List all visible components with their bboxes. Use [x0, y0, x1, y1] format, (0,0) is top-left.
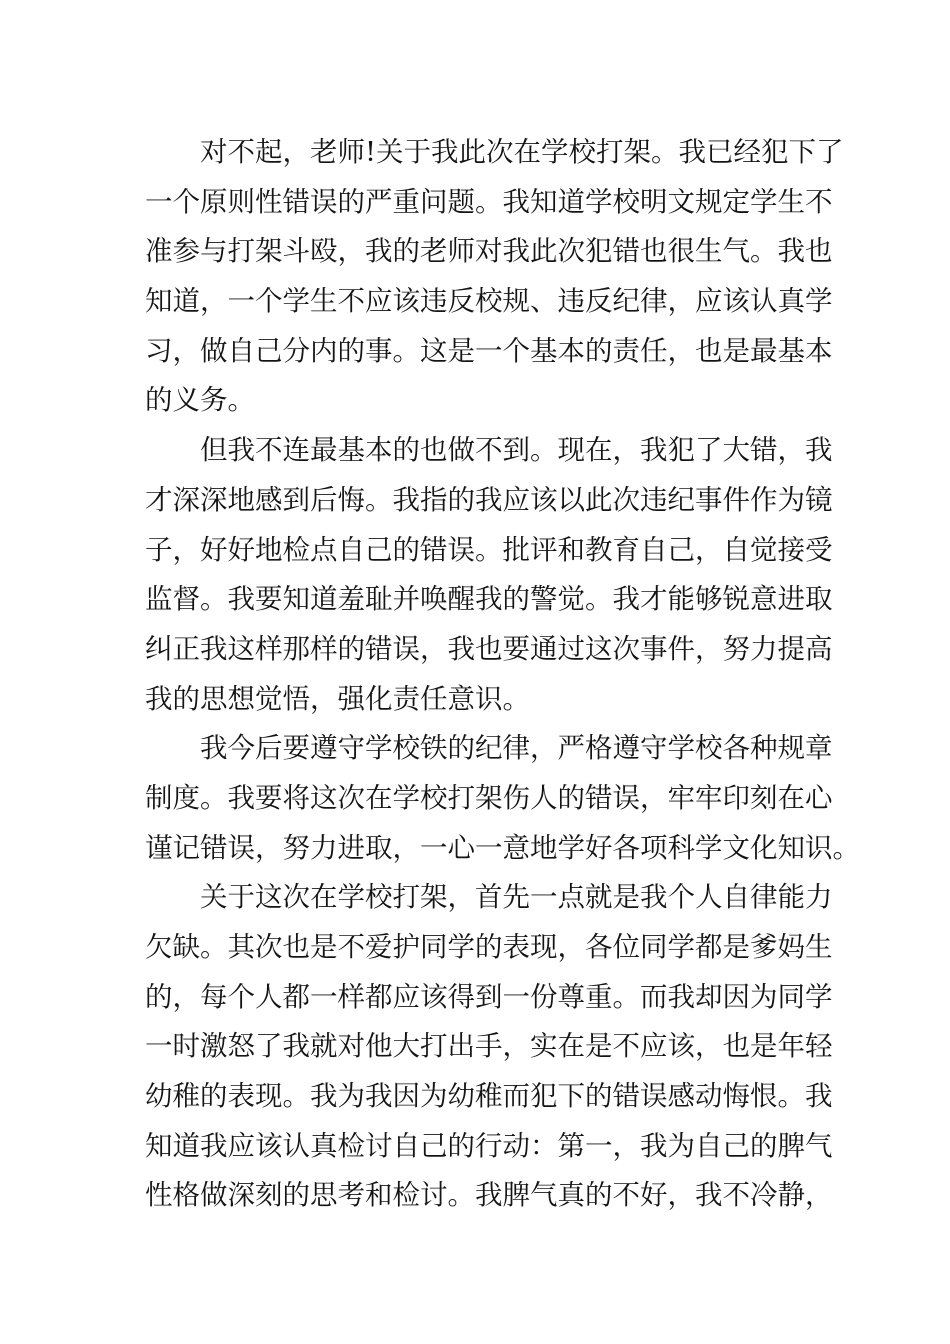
text-line: 欠缺。其次也是不爱护同学的表现，各位同学都是爹妈生	[145, 931, 833, 963]
paragraph-2	[145, 426, 833, 724]
text-line: 我的思想觉悟，强化责任意识。	[145, 682, 530, 715]
text-line: 知道，一个学生不应该违反校规、违反纪律，应该认真学	[145, 285, 833, 318]
text-line: 对不起，老师!关于我此次在学校打架。我已经犯下了	[200, 136, 844, 168]
paragraph-1	[145, 128, 844, 426]
text-line: 准参与打架斗殴，我的老师对我此次犯错也很生气。我也	[145, 235, 833, 268]
text-line: 监督。我要知道羞耻并唤醒我的警觉。我才能够锐意进取	[145, 583, 833, 616]
text-line: 性格做深刻的思考和检讨。我脾气真的不好，我不冷静，	[145, 1179, 833, 1212]
document-body	[145, 128, 860, 1221]
text-line: 一时激怒了我就对他大打出手，实在是不应该，也是年轻	[145, 1030, 833, 1063]
text-line: 的，每个人都一样都应该得到一份尊重。而我却因为同学	[145, 980, 833, 1013]
paragraph-4	[145, 873, 833, 1221]
text-line: 才深深地感到后悔。我指的我应该以此次违纪事件作为镜	[145, 483, 833, 516]
text-line: 制度。我要将这次在学校打架伤人的错误，牢牢印刻在心	[145, 781, 833, 814]
text-line: 幼稚的表现。我为我因为幼稚而犯下的错误感动悔恨。我	[145, 1080, 833, 1113]
text-line: 但我不连最基本的也做不到。现在，我犯了大错，我	[200, 434, 833, 467]
text-line: 我今后要遵守学校铁的纪律，严格遵守学校各种规章	[200, 732, 833, 765]
text-line: 的义务。	[145, 384, 255, 417]
text-line: 子，好好地检点自己的错误。批评和教育自己，自觉接受	[145, 533, 833, 566]
text-line: 习，做自己分内的事。这是一个基本的责任，也是最基本	[145, 334, 833, 367]
text-line: 谨记错误，努力进取，一心一意地学好各项科学文化知识。	[145, 831, 860, 864]
text-line: 知道我应该认真检讨自己的行动：第一，我为自己的脾气	[145, 1129, 833, 1162]
text-line: 一个原则性错误的严重问题。我知道学校明文规定学生不	[145, 185, 833, 218]
text-line: 纠正我这样那样的错误，我也要通过这次事件，努力提高	[145, 632, 833, 665]
text-line: 关于这次在学校打架，首先一点就是我个人自律能力	[200, 881, 833, 914]
paragraph-3	[145, 724, 860, 873]
